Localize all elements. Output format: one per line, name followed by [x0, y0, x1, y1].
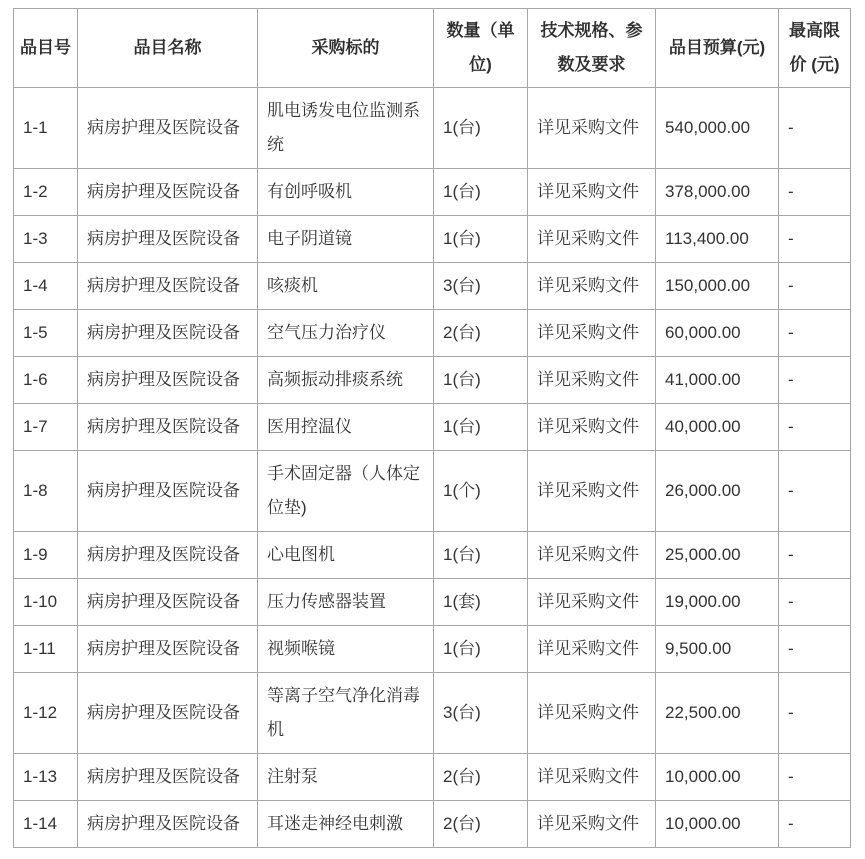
table-cell-specs: 详见采购文件 [528, 404, 656, 451]
table-cell-quantity: 1(套) [434, 579, 528, 626]
table-cell-target: 医用控温仪 [258, 404, 434, 451]
table-cell-budget: 41,000.00 [656, 357, 779, 404]
table-cell-max_price: - [779, 626, 851, 673]
table-cell-max_price: - [779, 357, 851, 404]
table-cell-budget: 22,500.00 [656, 673, 779, 754]
table-cell-item_name: 病房护理及医院设备 [78, 404, 258, 451]
table-cell-budget: 113,400.00 [656, 216, 779, 263]
table-cell-item_no: 1-2 [14, 169, 78, 216]
table-cell-max_price: - [779, 579, 851, 626]
table-cell-max_price: - [779, 169, 851, 216]
column-header-quantity: 数量（单位) [434, 9, 528, 88]
table-cell-item_no: 1-12 [14, 673, 78, 754]
column-header-max-price: 最高限价 (元) [779, 9, 851, 88]
table-cell-item_no: 1-3 [14, 216, 78, 263]
table-cell-budget: 10,000.00 [656, 801, 779, 848]
table-cell-budget: 9,500.00 [656, 626, 779, 673]
table-header-row [14, 9, 851, 88]
table-cell-specs: 详见采购文件 [528, 216, 656, 263]
table-cell-item_name: 病房护理及医院设备 [78, 88, 258, 169]
table-row [14, 404, 851, 451]
table-cell-specs: 详见采购文件 [528, 451, 656, 532]
table-row [14, 216, 851, 263]
table-cell-quantity: 1(台) [434, 216, 528, 263]
table-cell-budget: 40,000.00 [656, 404, 779, 451]
table-cell-budget: 150,000.00 [656, 263, 779, 310]
table-cell-specs: 详见采购文件 [528, 673, 656, 754]
table-cell-item_no: 1-11 [14, 626, 78, 673]
table-cell-quantity: 1(台) [434, 169, 528, 216]
table-cell-max_price: - [779, 451, 851, 532]
table-cell-quantity: 2(台) [434, 754, 528, 801]
table-cell-max_price: - [779, 404, 851, 451]
table-row [14, 263, 851, 310]
table-cell-quantity: 1(台) [434, 626, 528, 673]
table-cell-budget: 10,000.00 [656, 754, 779, 801]
table-cell-max_price: - [779, 673, 851, 754]
table-cell-max_price: - [779, 310, 851, 357]
table-cell-item_no: 1-1 [14, 88, 78, 169]
table-cell-quantity: 2(台) [434, 801, 528, 848]
table-cell-budget: 540,000.00 [656, 88, 779, 169]
table-cell-item_name: 病房护理及医院设备 [78, 451, 258, 532]
table-cell-item_no: 1-9 [14, 532, 78, 579]
table-cell-target: 视频喉镜 [258, 626, 434, 673]
table-cell-quantity: 1(台) [434, 404, 528, 451]
table-row [14, 357, 851, 404]
table-cell-item_no: 1-13 [14, 754, 78, 801]
table-cell-specs: 详见采购文件 [528, 801, 656, 848]
table-cell-quantity: 1(台) [434, 88, 528, 169]
table-cell-item_no: 1-6 [14, 357, 78, 404]
table-cell-item_name: 病房护理及医院设备 [78, 579, 258, 626]
table-cell-specs: 详见采购文件 [528, 357, 656, 404]
table-cell-max_price: - [779, 754, 851, 801]
table-cell-quantity: 3(台) [434, 673, 528, 754]
table-cell-item_name: 病房护理及医院设备 [78, 532, 258, 579]
table-cell-target: 等离子空气净化消毒机 [258, 673, 434, 754]
table-cell-budget: 25,000.00 [656, 532, 779, 579]
table-cell-target: 电子阴道镜 [258, 216, 434, 263]
table-cell-quantity: 1(台) [434, 532, 528, 579]
table-cell-budget: 26,000.00 [656, 451, 779, 532]
table-cell-item_no: 1-7 [14, 404, 78, 451]
table-cell-item_no: 1-5 [14, 310, 78, 357]
table-row [14, 88, 851, 169]
table-cell-target: 心电图机 [258, 532, 434, 579]
table-cell-specs: 详见采购文件 [528, 532, 656, 579]
table-cell-item_no: 1-8 [14, 451, 78, 532]
table-cell-item_no: 1-4 [14, 263, 78, 310]
table-cell-specs: 详见采购文件 [528, 626, 656, 673]
table-cell-item_name: 病房护理及医院设备 [78, 626, 258, 673]
table-row [14, 579, 851, 626]
table-row [14, 801, 851, 848]
table-cell-specs: 详见采购文件 [528, 263, 656, 310]
table-cell-target: 空气压力治疗仪 [258, 310, 434, 357]
table-header [14, 9, 851, 88]
table-cell-budget: 60,000.00 [656, 310, 779, 357]
table-cell-max_price: - [779, 88, 851, 169]
table-cell-specs: 详见采购文件 [528, 579, 656, 626]
table-cell-target: 肌电诱发电位监测系统 [258, 88, 434, 169]
table-cell-target: 压力传感器装置 [258, 579, 434, 626]
table-cell-quantity: 2(台) [434, 310, 528, 357]
table-cell-max_price: - [779, 532, 851, 579]
table-row [14, 310, 851, 357]
table-cell-max_price: - [779, 216, 851, 263]
table-cell-item_name: 病房护理及医院设备 [78, 310, 258, 357]
table-cell-item_name: 病房护理及医院设备 [78, 357, 258, 404]
table-cell-item_name: 病房护理及医院设备 [78, 673, 258, 754]
column-header-budget: 品目预算(元) [656, 9, 779, 88]
column-header-target: 采购标的 [258, 9, 434, 88]
table-cell-target: 注射泵 [258, 754, 434, 801]
table-row [14, 451, 851, 532]
table-cell-item_name: 病房护理及医院设备 [78, 754, 258, 801]
table-row [14, 754, 851, 801]
table-cell-quantity: 1(台) [434, 357, 528, 404]
table-cell-quantity: 3(台) [434, 263, 528, 310]
table-cell-specs: 详见采购文件 [528, 88, 656, 169]
table-cell-quantity: 1(个) [434, 451, 528, 532]
column-header-item-name: 品目名称 [78, 9, 258, 88]
table-row [14, 626, 851, 673]
table-cell-item_name: 病房护理及医院设备 [78, 801, 258, 848]
table-cell-specs: 详见采购文件 [528, 169, 656, 216]
table-cell-target: 咳痰机 [258, 263, 434, 310]
table-row [14, 169, 851, 216]
table-cell-target: 手术固定器（人体定位垫) [258, 451, 434, 532]
table-cell-item_name: 病房护理及医院设备 [78, 169, 258, 216]
procurement-items-section [13, 8, 851, 848]
table-body [14, 88, 851, 848]
table-cell-target: 耳迷走神经电刺激 [258, 801, 434, 848]
table-cell-specs: 详见采购文件 [528, 310, 656, 357]
procurement-items-table [13, 8, 851, 848]
table-cell-budget: 19,000.00 [656, 579, 779, 626]
table-cell-max_price: - [779, 801, 851, 848]
table-cell-budget: 378,000.00 [656, 169, 779, 216]
table-cell-max_price: - [779, 263, 851, 310]
table-cell-target: 高频振动排痰系统 [258, 357, 434, 404]
table-row [14, 673, 851, 754]
table-cell-item_no: 1-10 [14, 579, 78, 626]
table-row [14, 532, 851, 579]
column-header-item-no: 品目号 [14, 9, 78, 88]
column-header-specs: 技术规格、参数及要求 [528, 9, 656, 88]
table-cell-item_no: 1-14 [14, 801, 78, 848]
table-cell-target: 有创呼吸机 [258, 169, 434, 216]
table-cell-specs: 详见采购文件 [528, 754, 656, 801]
table-cell-item_name: 病房护理及医院设备 [78, 263, 258, 310]
table-cell-item_name: 病房护理及医院设备 [78, 216, 258, 263]
